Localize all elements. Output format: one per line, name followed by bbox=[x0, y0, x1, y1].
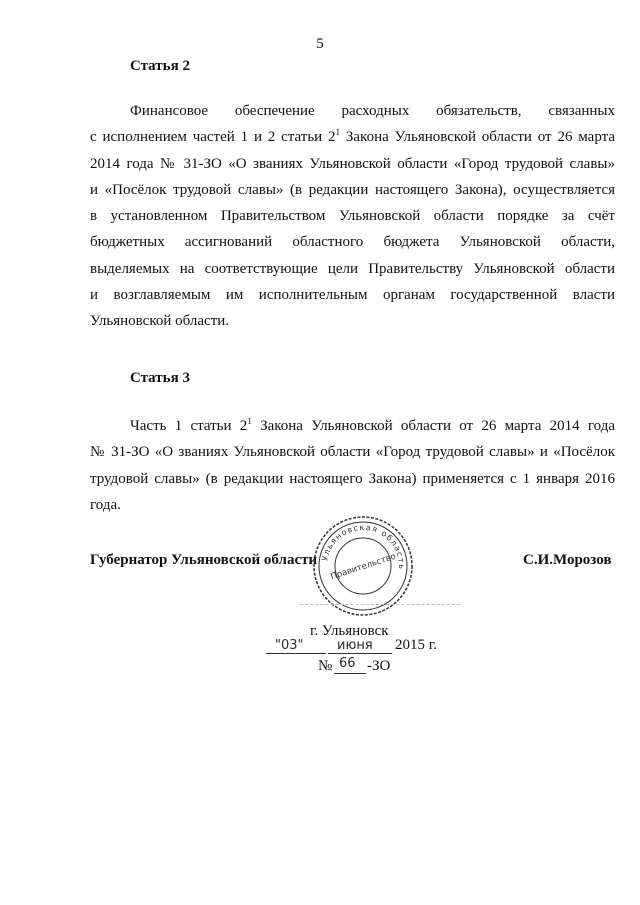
footer-number: 66 bbox=[339, 656, 356, 671]
superscript-1: 1 bbox=[335, 127, 341, 138]
article2-line-3: 2014 года № 31-ЗО «О званиях Ульяновской области «Город трудовой славы» bbox=[90, 155, 615, 172]
day-underline bbox=[266, 653, 326, 654]
article2-line-9: Ульяновской области. bbox=[90, 313, 230, 330]
seal-inner-text: Правительство bbox=[329, 551, 398, 583]
article3-text bbox=[90, 413, 615, 518]
article2-line-2a: с исполнением частей 1 и 2 статьи 2 bbox=[90, 129, 336, 146]
seal-ring-text: Ульяновская область bbox=[320, 522, 407, 571]
footer-number-suffix: -ЗО bbox=[367, 658, 391, 674]
footer-day: "03" bbox=[275, 638, 304, 653]
article2-line-6: бюджетных ассигнований областного бюджета Ульяновской области, bbox=[90, 234, 615, 251]
footer-year: 2015 г. bbox=[395, 637, 437, 653]
number-underline bbox=[334, 673, 366, 674]
superscript-1: 1 bbox=[247, 416, 252, 426]
official-seal bbox=[311, 514, 415, 618]
article2-line-2b: Закона Ульяновской области от 26 марта bbox=[345, 129, 616, 146]
article3-line-1b: Закона Ульяновской области от 26 марта 2014 года bbox=[260, 418, 615, 434]
article2-line-4: и «Посёлок трудовой славы» (в редакции настоящего Закона), осуществляется bbox=[90, 181, 615, 198]
page-number: 5 bbox=[316, 36, 324, 52]
governor-name: С.И.Морозов bbox=[523, 552, 612, 568]
footer-month: июня bbox=[337, 638, 373, 653]
governor-title: Губернатор Ульяновской области bbox=[90, 552, 318, 568]
footer-city: г. Ульяновск bbox=[310, 623, 389, 639]
article3-line-1a: Часть 1 статьи 2 bbox=[130, 418, 248, 434]
article3-heading: Статья 3 bbox=[130, 370, 190, 386]
article3-line-3: трудовой славы» (в редакции настоящего Закона) применяется с 1 января 2016 bbox=[90, 470, 615, 487]
article2-heading: Статья 2 bbox=[130, 58, 190, 74]
article3-line-2: № 31-ЗО «О званиях Ульяновской области «Город трудовой славы» и «Посёлок bbox=[90, 444, 615, 461]
article2-line-7: выделяемых на соответствующие цели Правительству Ульяновской области bbox=[90, 260, 615, 277]
month-underline bbox=[328, 653, 392, 654]
faint-signature-mark bbox=[300, 604, 460, 605]
article2-line-8: и возглавляемым им исполнительным органам государственной власти bbox=[90, 287, 615, 304]
article2-line-1: Финансовое обеспечение расходных обязательств, связанных bbox=[130, 103, 615, 119]
article2-line-5: в установленном Правительством Ульяновской области порядке за счёт bbox=[90, 208, 615, 225]
footer-number-prefix: № bbox=[318, 658, 333, 674]
article3-line-4: года. bbox=[90, 496, 121, 513]
article2-text bbox=[90, 98, 615, 335]
